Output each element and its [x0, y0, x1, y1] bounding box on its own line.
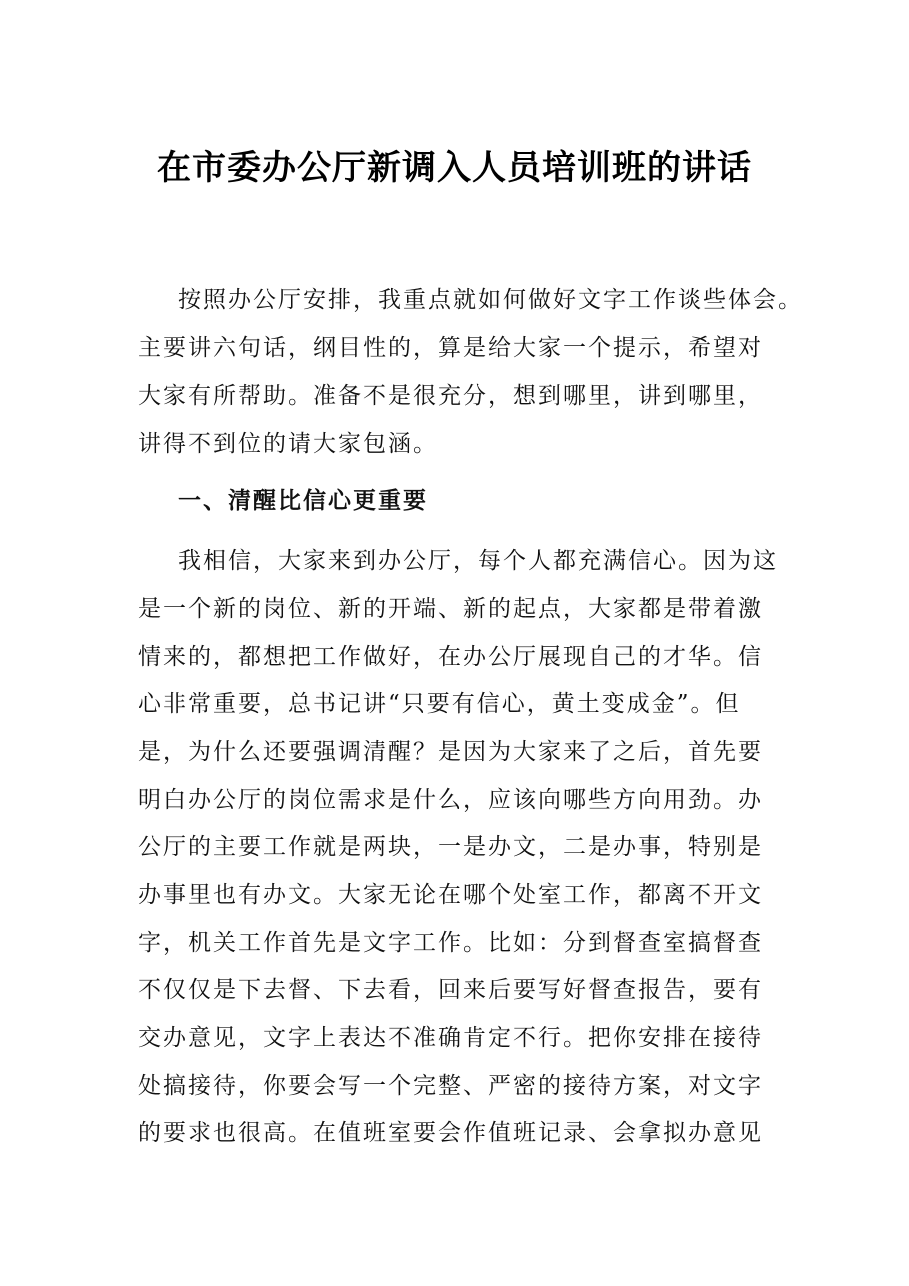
- paragraph-line: 按照办公厅安排，我重点就如何做好文字工作谈些体会。: [178, 287, 803, 313]
- paragraph-line: 心非常重要，总书记讲“只要有信心，黄土变成金”。但: [138, 691, 741, 717]
- paragraph-line: 是一个新的岗位、新的开端、新的起点，大家都是带着激: [138, 596, 763, 622]
- paragraph-line: 办事里也有办文。大家无论在哪个处室工作，都离不开文: [138, 882, 763, 908]
- paragraph-line: 交办意见，文字上表达不准确肯定不行。把你安排在接待: [138, 1025, 763, 1051]
- paragraph-line: 公厅的主要工作就是两块，一是办文，二是办事，特别是: [138, 834, 763, 860]
- document-title: 在市委办公厅新调入人员培训班的讲话: [157, 148, 752, 188]
- paragraph-line: 明白办公厅的岗位需求是什么，应该向哪些方向用劲。办: [138, 787, 763, 813]
- paragraph-line: 情来的，都想把工作做好，在办公厅展现自己的才华。信: [138, 644, 763, 670]
- paragraph-line: 是，为什么还要强调清醒？是因为大家来了之后，首先要: [138, 739, 763, 765]
- section-heading: 一、清醒比信心更重要: [178, 487, 428, 514]
- paragraph-line: 处搞接待，你要会写一个完整、严密的接待方案，对文字: [138, 1073, 763, 1099]
- paragraph-line: 不仅仅是下去督、下去看，回来后要写好督查报告，要有: [138, 977, 763, 1003]
- paragraph-line: 大家有所帮助。准备不是很充分，想到哪里，讲到哪里，: [138, 383, 763, 409]
- paragraph-line: 主要讲六句话，纲目性的，算是给大家一个提示，希望对: [138, 335, 763, 361]
- paragraph-line: 的要求也很高。在值班室要会作值班记录、会拿拟办意见: [138, 1120, 763, 1146]
- paragraph-line: 字，机关工作首先是文字工作。比如：分到督查室搞督查: [138, 930, 763, 956]
- paragraph-line: 讲得不到位的请大家包涵。: [138, 431, 438, 457]
- paragraph-line: 我相信，大家来到办公厅，每个人都充满信心。因为这: [178, 548, 778, 574]
